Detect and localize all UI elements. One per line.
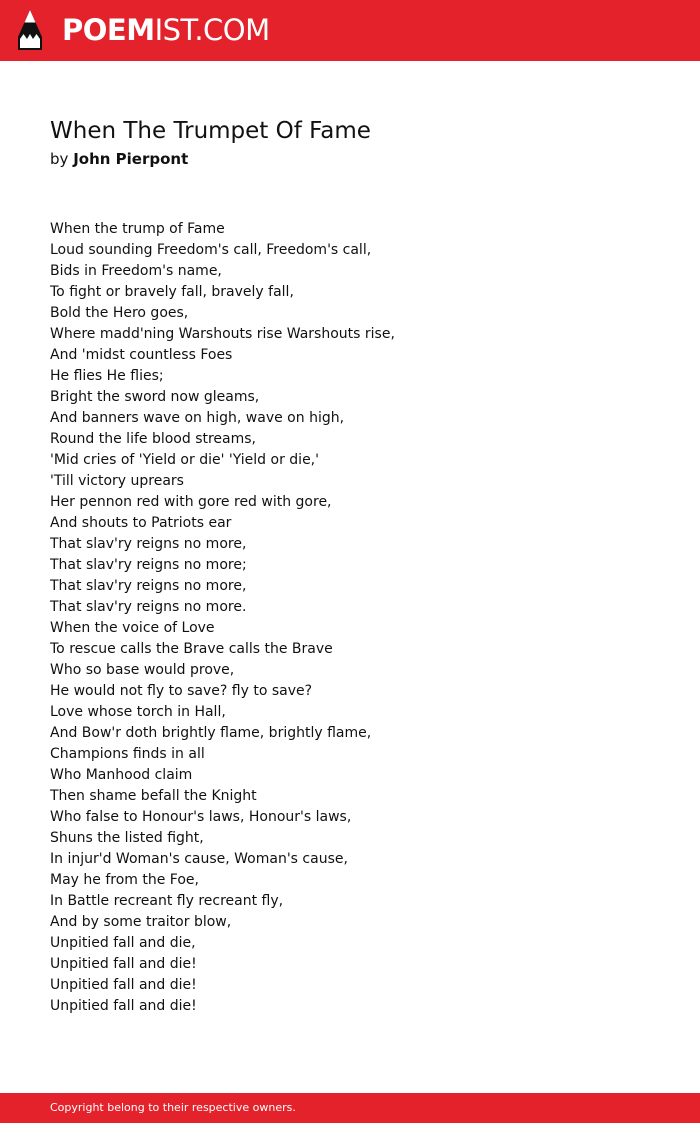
poem-line: That slav'ry reigns no more, [50,536,247,552]
pencil-tip-icon [17,9,43,51]
site-logo[interactable] [17,9,270,51]
poem-line: That slav'ry reigns no more; [50,557,247,573]
poem-line: Bright the sword now gleams, [50,389,260,405]
poem-line: In injur'd Woman's cause, Woman's cause, [50,851,348,867]
poem-line: In Battle recreant fly recreant fly, [50,893,284,909]
poem-line: Who so base would prove, [50,662,235,678]
logo-text-light: IST.COM [154,13,270,47]
poem-line: Loud sounding Freedom's call, Freedom's call, [50,242,372,258]
site-footer [0,1093,700,1123]
poem-body [50,219,395,1017]
logo-text-bold: POEM [62,13,155,47]
poem-line: And shouts to Patriots ear [50,515,232,531]
poem-line: He flies He flies; [50,368,164,384]
poem-line: And Bow'r doth brightly flame, brightly flame, [50,725,372,741]
site-header [0,0,700,61]
poem-line: When the trump of Fame [50,221,225,237]
poem-line: Unpitied fall and die, [50,935,196,951]
by-label: by [50,150,69,168]
poem-line: Then shame befall the Knight [50,788,257,804]
poem-line: And banners wave on high, wave on high, [50,410,345,426]
poem-line: 'Mid cries of 'Yield or die' 'Yield or die,' [50,452,319,468]
copyright-notice: Copyright belong to their respective owners. [50,1101,296,1114]
poem-line: Love whose torch in Hall, [50,704,226,720]
poem-line: Shuns the listed fight, [50,830,204,846]
poem-line: And 'midst countless Foes [50,347,233,363]
poem-line: Unpitied fall and die! [50,998,197,1014]
poem-line: That slav'ry reigns no more, [50,578,247,594]
poem-line: Her pennon red with gore red with gore, [50,494,332,510]
poem-line: Unpitied fall and die! [50,977,197,993]
poem-line: 'Till victory uprears [50,473,184,489]
poem-line: When the voice of Love [50,620,215,636]
poem-line: Champions finds in all [50,746,205,762]
poem-line: Unpitied fall and die! [50,956,197,972]
poem-byline [50,149,188,169]
poem-author[interactable]: John Pierpont [73,150,189,168]
poem-line: That slav'ry reigns no more. [50,599,247,615]
poem-line: Bids in Freedom's name, [50,263,222,279]
poem-title: When The Trumpet Of Fame [50,118,371,144]
poem-line: May he from the Foe, [50,872,199,888]
poem-line: He would not fly to save? fly to save? [50,683,313,699]
poem-line: Round the life blood streams, [50,431,256,447]
poem-line: To rescue calls the Brave calls the Brave [50,641,333,657]
poem-line: Who false to Honour's laws, Honour's laws, [50,809,352,825]
poem-line: Bold the Hero goes, [50,305,189,321]
poem-line: Who Manhood claim [50,767,193,783]
poem-line: To fight or bravely fall, bravely fall, [50,284,294,300]
logo-wordmark [62,9,270,51]
poem-line: Where madd'ning Warshouts rise Warshouts rise, [50,326,395,342]
poem-line: And by some traitor blow, [50,914,232,930]
